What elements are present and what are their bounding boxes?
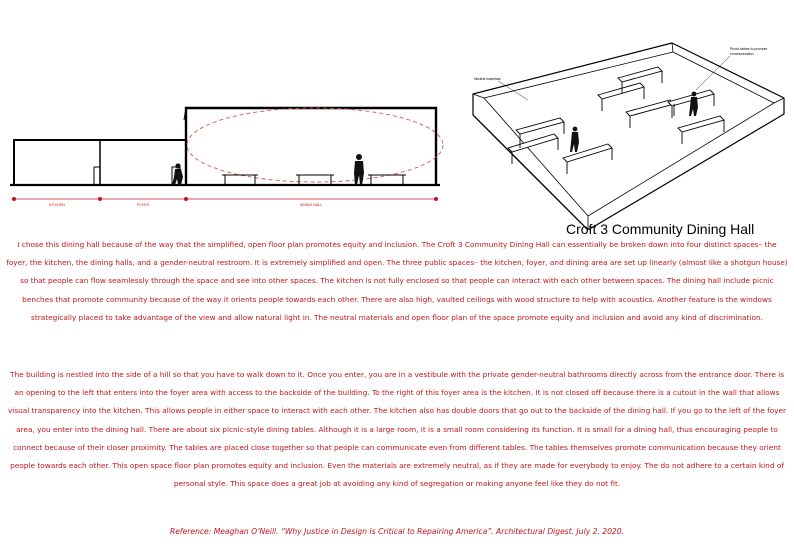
annotation-neutral-materials: Neutral materials: [474, 77, 501, 81]
body-paragraph-1: I chose this dining hall because of the way that the simplified, open floor plan promotes equity and inclusion. The Croft 3 Community Dining Hall can essentially be broken down into four distinct spaces– the foyer, the kitchen, the dining halls, and a gender-neutral restroom. It is extremely simplified and open. The three public spaces– the kitchen, foyer, and dining area are set up linearly (almost like a shotgun house) so that people can flow seamlessly through the space and see into other spaces. The kitchen is not fully enclosed so that people can interact with each other between spaces. The dining hall include picnic benches that promote community because of the way it orients people towards each other. There are also high, vaulted ceilings with wood structure to help with acoustics. Another feature is the windows strategically placed to take advantage of the view and allow natural light in. The neutral materials and open floor plan of the space promote equity and inclusion and avoid any kind of discrimination.: [6, 240, 788, 322]
annotation-picnic-tables-line1: Picnic tables to promote: [730, 47, 768, 51]
reference-citation: Reference: Meaghan O’Neill. “Why Justice in Design Is Critical to Repairing America”. Architectural Digest. July 2. 2020.: [169, 527, 625, 536]
section-label-kitchen: KITCHEN: [49, 203, 65, 207]
section-label-dining-hall: DINING HALL: [299, 203, 323, 207]
page-title: Croft 3 Community Dining Hall: [566, 221, 755, 237]
body-paragraph-2: The building is nestled into the side of a hill so that you have to walk down to it. Once you enter, you are in a vestibule with the private gender-neutral bathrooms directly across from the entrance door. There is an opening to the left that enters into the foyer area with access to the backside of the building. To the right of this foyer area is the kitchen. It is not closed off because there is a cutout in the wall that allows visual transparency into the kitchen. This allows people in either space to interact with each other. The kitchen also has double doors that go out to the backside of the dining hall. If you go to the left of the foyer area, you enter into the dining hall. There are about six picnic-style dining tables. Although it is a large room, it is a small room considering its function. It is small for a dining hall, thus encouraging people to connect because of their closer proximity. The tables are placed close together so that people can communicate even from different tables. The tables themselves promote communication because they orient people towards each other. This open space floor plan promotes equity and inclusion. Even the materials are extremely neutral, as if they are made for everybody to enjoy. The do not adhere to a certain kind of personal style. This space does a great job at avoiding any kind of segregation or making anyone feel like they do not fit.: [7, 370, 787, 489]
axonometric-drawing: [468, 30, 788, 230]
annotation-picnic-tables-line2: communication: [730, 52, 754, 56]
section-label-foyer: FOYER: [136, 203, 150, 207]
section-drawing: [0, 95, 460, 225]
